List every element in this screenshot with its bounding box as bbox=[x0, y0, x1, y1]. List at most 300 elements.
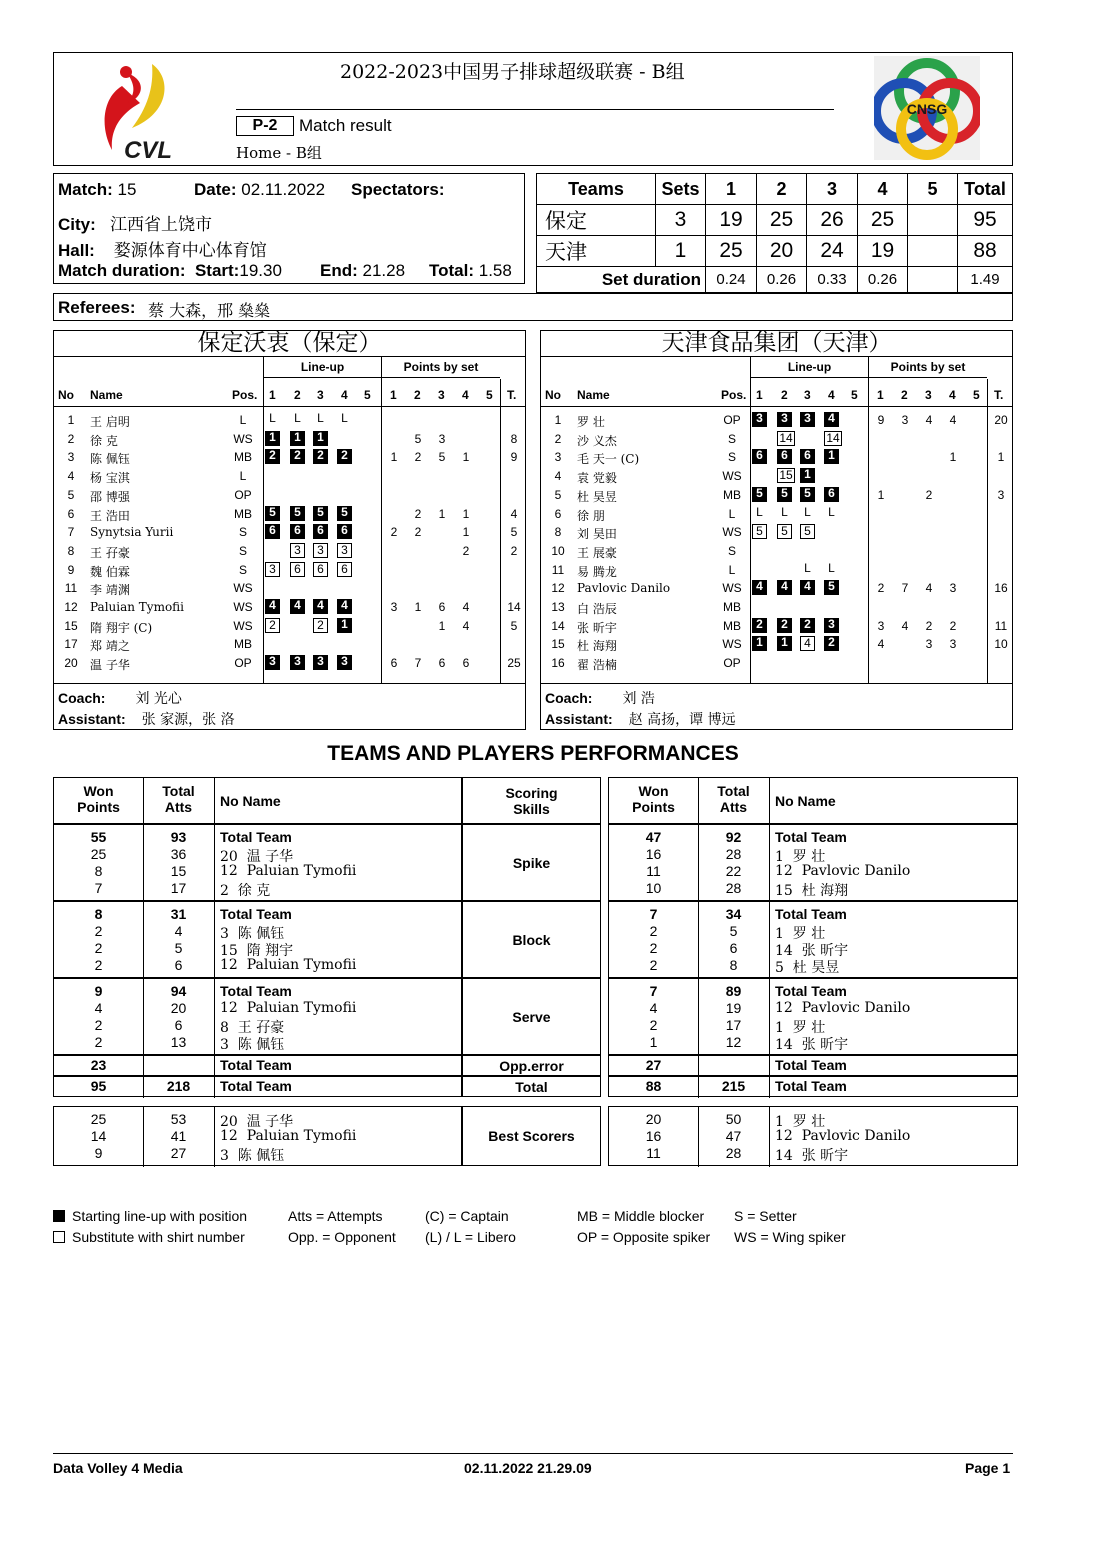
perf-block-a bbox=[53, 978, 462, 1055]
set-points: 5 bbox=[438, 450, 446, 465]
player-row bbox=[541, 523, 1012, 542]
total-atts: 53 bbox=[170, 1110, 187, 1127]
assistant-line bbox=[58, 709, 235, 729]
player-name: 杨 宝淇 bbox=[90, 471, 130, 486]
player-no: 4 bbox=[554, 469, 562, 484]
col-header: No bbox=[58, 388, 74, 402]
player-row bbox=[541, 635, 1012, 654]
player-no: 2 bbox=[67, 431, 75, 446]
perf-col-divider bbox=[769, 778, 770, 825]
won-points: 2 bbox=[94, 939, 103, 956]
set-points: 1 bbox=[438, 506, 446, 521]
doc-code: P-2 bbox=[236, 116, 294, 136]
libero-mark: L bbox=[828, 560, 835, 575]
player-label: 12 Pavlovic Danilo bbox=[775, 1127, 911, 1144]
player-row bbox=[541, 598, 1012, 617]
set-points: 4 bbox=[925, 581, 933, 596]
player-label: 2 徐 克 bbox=[220, 882, 271, 899]
total-atts: 6 bbox=[174, 1016, 183, 1033]
substitute-square-icon bbox=[53, 1231, 65, 1243]
sets-table bbox=[536, 173, 1013, 293]
set-duration-cell bbox=[908, 267, 958, 293]
player-label: Total Team bbox=[220, 982, 292, 999]
player-pos: MB bbox=[723, 618, 741, 633]
footer-page: Page 1 bbox=[965, 1460, 1011, 1476]
col-header-set: 1 bbox=[756, 388, 763, 402]
player-row bbox=[54, 561, 525, 580]
starting-position: 2 bbox=[824, 636, 839, 651]
libero-mark: L bbox=[828, 504, 835, 519]
starting-position: 4 bbox=[752, 580, 767, 595]
substitute-number: 3 bbox=[290, 543, 305, 558]
col-header-set: 4 bbox=[462, 388, 469, 402]
libero-mark: L bbox=[804, 504, 811, 519]
player-row bbox=[541, 448, 1012, 467]
set-points: 6 bbox=[462, 656, 470, 671]
perf-col-divider bbox=[143, 1056, 144, 1077]
player-pos: WS bbox=[722, 525, 742, 540]
perf-col-divider bbox=[214, 825, 215, 902]
set-points: 2 bbox=[877, 581, 885, 596]
player-row bbox=[541, 542, 1012, 561]
sets-header-cell: 5 bbox=[908, 174, 958, 205]
player-pos: OP bbox=[234, 487, 252, 502]
player-row bbox=[54, 542, 525, 561]
total-label: Total: bbox=[429, 261, 475, 280]
assistant-label: Assistant: bbox=[545, 711, 613, 727]
starting-position: 6 bbox=[777, 449, 792, 464]
skill-label: Opp.error bbox=[462, 1055, 601, 1076]
starting-position: 6 bbox=[824, 487, 839, 502]
player-row bbox=[541, 486, 1012, 505]
total-atts: 218 bbox=[166, 1078, 191, 1094]
player-name: 毛 天一 (C) bbox=[577, 452, 640, 467]
starting-position: 6 bbox=[290, 524, 305, 539]
won-points: 2 bbox=[94, 956, 103, 973]
player-pos: L bbox=[728, 506, 736, 521]
player-label: 14 张 昕宇 bbox=[775, 1147, 849, 1164]
hall-label: Hall: bbox=[58, 241, 95, 260]
player-pos: S bbox=[238, 525, 247, 540]
player-no: 8 bbox=[554, 525, 562, 540]
player-label: 1 罗 壮 bbox=[775, 1113, 826, 1130]
starting-position: 5 bbox=[777, 487, 792, 502]
perf-block-a bbox=[53, 824, 462, 901]
doc-type: Match result bbox=[299, 116, 392, 135]
perf-col-divider bbox=[214, 902, 215, 979]
player-pos: WS bbox=[233, 431, 253, 446]
legend-ws: WS = Wing spiker bbox=[734, 1229, 846, 1245]
player-pos: S bbox=[238, 543, 247, 558]
set-points: 9 bbox=[877, 413, 885, 427]
player-label: Total Team bbox=[775, 982, 847, 999]
player-no: 9 bbox=[67, 562, 75, 577]
sets-header-cell: 4 bbox=[858, 174, 908, 205]
player-no: 15 bbox=[551, 637, 565, 652]
player-total: 5 bbox=[510, 618, 518, 633]
player-name: 袁 党毅 bbox=[577, 471, 617, 486]
player-no: 12 bbox=[64, 600, 78, 614]
player-label: 12 Paluian Tymofii bbox=[220, 999, 357, 1016]
total-atts: 41 bbox=[170, 1127, 187, 1144]
player-pos: S bbox=[727, 543, 736, 558]
player-row bbox=[54, 579, 525, 598]
player-no: 2 bbox=[554, 431, 562, 446]
player-label: 3 陈 佩钰 bbox=[220, 1036, 285, 1053]
won-points: 2 bbox=[94, 1033, 103, 1050]
col-header-set: 5 bbox=[364, 388, 371, 402]
player-total: 10 bbox=[994, 637, 1008, 652]
won-points: 25 bbox=[90, 845, 107, 862]
skill-label: Serve bbox=[462, 978, 601, 1055]
set-points: 2 bbox=[414, 525, 422, 540]
won-points: 2 bbox=[94, 1016, 103, 1033]
set-duration-cell: 0.26 bbox=[757, 267, 807, 293]
total-atts: 93 bbox=[170, 828, 187, 845]
col-header-set: 5 bbox=[973, 388, 980, 402]
player-name: 杜 海翔 bbox=[577, 639, 617, 654]
set-points: 6 bbox=[438, 656, 446, 671]
perf-col-divider bbox=[214, 778, 215, 825]
substitute-number: 6 bbox=[313, 562, 328, 577]
player-row bbox=[54, 448, 525, 467]
perf-block-a bbox=[53, 1076, 462, 1097]
player-no: 17 bbox=[64, 637, 78, 652]
legend-op: OP = Opposite spiker bbox=[577, 1229, 711, 1245]
player-label: Total Team bbox=[220, 1057, 292, 1073]
starting-position: 5 bbox=[752, 487, 767, 502]
player-name: 隋 翔宇 (C) bbox=[90, 620, 153, 635]
total-atts: 17 bbox=[725, 1016, 742, 1033]
col-header-set: 5 bbox=[486, 388, 493, 402]
sets-header-cell: 3 bbox=[807, 174, 858, 205]
won-points-header: Won Points bbox=[632, 783, 675, 815]
set-points: 3 bbox=[438, 431, 446, 446]
set-points: 2 bbox=[462, 543, 470, 558]
player-label: 5 杜 昊昱 bbox=[775, 959, 840, 976]
player-name: 刘 昊田 bbox=[577, 527, 617, 542]
substitute-number: 3 bbox=[265, 562, 280, 577]
set-points: 3 bbox=[877, 618, 885, 633]
set-duration-cell: 0.24 bbox=[706, 267, 757, 293]
player-name: 张 昕宇 bbox=[577, 620, 617, 635]
match-date: 02.11.2022 bbox=[241, 180, 326, 199]
col-header-set: 2 bbox=[901, 388, 908, 402]
player-no: 6 bbox=[67, 506, 75, 521]
won-points: 4 bbox=[649, 999, 658, 1016]
city: 江西省上饶市 bbox=[109, 215, 212, 235]
player-no: 1 bbox=[554, 413, 562, 427]
total-atts: 36 bbox=[170, 845, 187, 862]
substitute-number: 14 bbox=[777, 431, 795, 446]
legend-opp: Opp. = Opponent bbox=[288, 1229, 396, 1245]
player-total: 5 bbox=[510, 525, 518, 540]
set-score-cell: 24 bbox=[807, 236, 858, 267]
title-divider bbox=[236, 109, 834, 110]
player-pos: S bbox=[238, 562, 247, 577]
player-label: 15 杜 海翔 bbox=[775, 882, 849, 899]
starting-position: 2 bbox=[752, 618, 767, 633]
perf-block-a bbox=[53, 1055, 462, 1076]
player-name: 罗 壮 bbox=[577, 415, 605, 429]
perf-col-divider bbox=[769, 1077, 770, 1098]
set-points: 2 bbox=[414, 506, 422, 521]
player-total: 9 bbox=[510, 450, 518, 465]
set-points: 1 bbox=[462, 450, 470, 465]
player-row bbox=[54, 467, 525, 486]
won-points: 9 bbox=[94, 1144, 103, 1161]
starting-position: 1 bbox=[752, 636, 767, 651]
total-atts: 17 bbox=[170, 879, 187, 896]
set-points: 4 bbox=[949, 413, 957, 427]
no-name-header: No Name bbox=[220, 793, 281, 809]
set-points: 2 bbox=[949, 618, 957, 633]
set-score-cell: 19 bbox=[706, 205, 757, 236]
page-title: 2022-2023中国男子排球超级联赛 - B组 bbox=[340, 61, 685, 83]
referees-box bbox=[53, 293, 1013, 321]
player-name: 徐 朋 bbox=[577, 508, 605, 523]
player-pos: MB bbox=[234, 637, 252, 652]
set-score-cell: 20 bbox=[757, 236, 807, 267]
substitute-number: 5 bbox=[800, 524, 815, 539]
starting-position: 3 bbox=[313, 655, 328, 670]
player-row bbox=[541, 467, 1012, 486]
starting-position: 4 bbox=[337, 599, 352, 614]
city-label: City: bbox=[58, 215, 96, 234]
skill-label: Spike bbox=[462, 824, 601, 901]
set-score-cell bbox=[908, 236, 958, 267]
player-label: 3 陈 佩钰 bbox=[220, 1147, 285, 1164]
starting-position: 1 bbox=[824, 449, 839, 464]
player-total: 16 bbox=[994, 581, 1008, 596]
won-points: 27 bbox=[645, 1057, 662, 1073]
col-header-set: 1 bbox=[877, 388, 884, 402]
points-by-set-header: Points by set bbox=[381, 357, 500, 378]
sets-header-cell: 1 bbox=[706, 174, 757, 205]
player-total: 2 bbox=[510, 543, 518, 558]
set-points: 7 bbox=[414, 656, 422, 671]
player-name: 易 腾龙 bbox=[577, 564, 617, 579]
player-name: 王 孖豪 bbox=[90, 545, 130, 560]
starting-position: 4 bbox=[265, 599, 280, 614]
perf-block-b bbox=[608, 824, 1018, 901]
won-points: 2 bbox=[649, 1016, 658, 1033]
perf-col-divider bbox=[769, 902, 770, 979]
set-points: 7 bbox=[901, 581, 909, 596]
col-header: Pos. bbox=[232, 388, 258, 402]
total-atts: 5 bbox=[174, 939, 183, 956]
player-pos: OP bbox=[723, 413, 741, 427]
set-score-cell: 26 bbox=[807, 205, 858, 236]
team-name-cell: 天津 bbox=[537, 236, 656, 267]
starting-position: 3 bbox=[777, 412, 792, 427]
subtitle: Home - B组 bbox=[236, 144, 322, 162]
player-no: 14 bbox=[551, 618, 565, 633]
set-points: 1 bbox=[390, 450, 398, 465]
player-name: Paluian Tymofii bbox=[90, 600, 185, 614]
player-pos: WS bbox=[233, 581, 253, 596]
player-pos: WS bbox=[233, 618, 253, 633]
player-name: Synytsia Yurii bbox=[90, 525, 174, 540]
player-row bbox=[54, 523, 525, 542]
won-points: 7 bbox=[94, 879, 103, 896]
set-points: 1 bbox=[877, 487, 885, 502]
starting-position: 2 bbox=[800, 618, 815, 633]
total-atts-header: Total Atts bbox=[162, 783, 195, 815]
total-atts: 28 bbox=[725, 1144, 742, 1161]
player-row bbox=[541, 430, 1012, 449]
starting-position: 1 bbox=[337, 618, 352, 633]
player-pos: WS bbox=[722, 469, 742, 484]
set-score-cell: 88 bbox=[958, 236, 1013, 267]
won-points: 4 bbox=[94, 999, 103, 1016]
player-pos: S bbox=[727, 431, 736, 446]
player-pos: WS bbox=[233, 600, 253, 614]
total-atts: 215 bbox=[721, 1078, 746, 1094]
perf-col-divider bbox=[769, 1056, 770, 1077]
set-points: 1 bbox=[438, 618, 446, 633]
player-label: 14 张 昕宇 bbox=[775, 942, 849, 959]
set-points: 1 bbox=[462, 506, 470, 521]
perf-block-b bbox=[608, 1055, 1018, 1076]
set-points: 4 bbox=[925, 413, 933, 427]
player-pos: L bbox=[728, 562, 736, 577]
player-row bbox=[54, 486, 525, 505]
player-label: 1 罗 壮 bbox=[775, 1019, 826, 1036]
player-row bbox=[54, 430, 525, 449]
won-points: 8 bbox=[94, 862, 103, 879]
skills-header: Scoring Skills bbox=[462, 777, 601, 824]
set-score-cell: 25 bbox=[706, 236, 757, 267]
total-atts: 20 bbox=[170, 999, 187, 1016]
player-name: 陈 佩钰 bbox=[90, 452, 130, 467]
col-header-set: 3 bbox=[438, 388, 445, 402]
starting-position: 5 bbox=[290, 506, 305, 521]
starting-square-icon bbox=[53, 1210, 65, 1222]
player-name: 王 启明 bbox=[90, 415, 130, 429]
total-atts: 92 bbox=[725, 828, 742, 845]
set-duration-cell: 0.26 bbox=[858, 267, 908, 293]
won-points: 2 bbox=[649, 956, 658, 973]
substitute-number: 5 bbox=[752, 524, 767, 539]
total-atts: 22 bbox=[725, 862, 742, 879]
player-no: 10 bbox=[551, 543, 565, 558]
player-label: 12 Pavlovic Danilo bbox=[775, 999, 911, 1016]
assistant-line bbox=[545, 709, 736, 729]
starting-position: 2 bbox=[337, 449, 352, 464]
starting-position: 1 bbox=[313, 431, 328, 446]
player-pos: OP bbox=[723, 656, 741, 671]
hall: 婺源体育中心体育馆 bbox=[113, 241, 267, 261]
set-duration-label: Set duration bbox=[537, 267, 706, 293]
set-points: 1 bbox=[462, 525, 470, 540]
starting-position: 4 bbox=[824, 412, 839, 427]
footer-divider bbox=[53, 1453, 1013, 1454]
player-pos: MB bbox=[723, 600, 741, 614]
substitute-number: 2 bbox=[265, 618, 280, 633]
player-row bbox=[541, 561, 1012, 580]
legend-mb: MB = Middle blocker bbox=[577, 1208, 705, 1224]
starting-position: 6 bbox=[265, 524, 280, 539]
column-headers bbox=[54, 379, 525, 407]
player-no: 12 bbox=[551, 581, 565, 596]
perf-block-a bbox=[53, 901, 462, 978]
set-points: 2 bbox=[390, 525, 398, 540]
player-pos: MB bbox=[723, 487, 741, 502]
starting-position: 1 bbox=[777, 636, 792, 651]
won-points: 8 bbox=[94, 905, 103, 922]
legend-substitute: Substitute with shirt number bbox=[53, 1229, 245, 1245]
sets-header-cell: 2 bbox=[757, 174, 807, 205]
libero-mark: L bbox=[756, 504, 763, 519]
set-points: 4 bbox=[877, 637, 885, 652]
player-name: Pavlovic Danilo bbox=[577, 581, 671, 596]
player-row bbox=[54, 635, 525, 654]
won-points: 10 bbox=[645, 879, 662, 896]
svg-text:CVL: CVL bbox=[124, 137, 172, 162]
starting-position: 3 bbox=[752, 412, 767, 427]
player-name: 翟 浩楠 bbox=[577, 658, 617, 673]
col-header: Name bbox=[90, 388, 123, 402]
set-score-cell: 3 bbox=[656, 205, 706, 236]
player-name: 李 靖渊 bbox=[90, 583, 130, 598]
legend-s: S = Setter bbox=[734, 1208, 797, 1224]
column-headers bbox=[541, 379, 1012, 407]
substitute-number: 4 bbox=[800, 636, 815, 651]
svg-text:CNSG: CNSG bbox=[906, 101, 948, 117]
perf-col-divider bbox=[769, 825, 770, 902]
assistant-label: Assistant: bbox=[58, 711, 126, 727]
set-points: 3 bbox=[949, 637, 957, 652]
coach-label: Coach: bbox=[545, 690, 593, 706]
starting-position: 1 bbox=[290, 431, 305, 446]
libero-mark: L bbox=[317, 411, 324, 425]
total-atts: 19 bbox=[725, 999, 742, 1016]
perf-block-a bbox=[53, 1106, 462, 1166]
player-total: 1 bbox=[997, 450, 1005, 465]
player-label: 12 Paluian Tymofii bbox=[220, 862, 357, 879]
player-name: 郑 靖之 bbox=[90, 639, 130, 654]
starting-position: 3 bbox=[800, 412, 815, 427]
starting-position: 3 bbox=[290, 655, 305, 670]
coach-name: 刘 浩 bbox=[622, 691, 655, 707]
team-name-cell: 保定 bbox=[537, 205, 656, 236]
player-label: 15 隋 翔宇 bbox=[220, 942, 294, 959]
starting-position: 5 bbox=[313, 506, 328, 521]
set-points: 4 bbox=[901, 618, 909, 633]
starting-position: 2 bbox=[265, 449, 280, 464]
player-pos: MB bbox=[234, 506, 252, 521]
sets-header-cell: Total bbox=[958, 174, 1013, 205]
col-header-set: 1 bbox=[390, 388, 397, 402]
substitute-number: 14 bbox=[824, 431, 842, 446]
perf-col-divider bbox=[214, 979, 215, 1056]
player-name: 杜 昊昱 bbox=[577, 489, 617, 504]
player-pos: OP bbox=[234, 656, 252, 671]
total-atts: 6 bbox=[729, 939, 738, 956]
player-row bbox=[54, 505, 525, 524]
player-no: 20 bbox=[64, 656, 78, 671]
player-label: Total Team bbox=[220, 905, 292, 922]
won-points: 55 bbox=[90, 828, 107, 845]
player-label: Total Team bbox=[220, 1078, 292, 1094]
libero-mark: L bbox=[294, 411, 301, 425]
starting-position: 3 bbox=[265, 655, 280, 670]
player-label: 1 罗 壮 bbox=[775, 848, 826, 865]
player-row bbox=[541, 579, 1012, 598]
won-points: 25 bbox=[90, 1110, 107, 1127]
player-total: 11 bbox=[994, 618, 1008, 633]
